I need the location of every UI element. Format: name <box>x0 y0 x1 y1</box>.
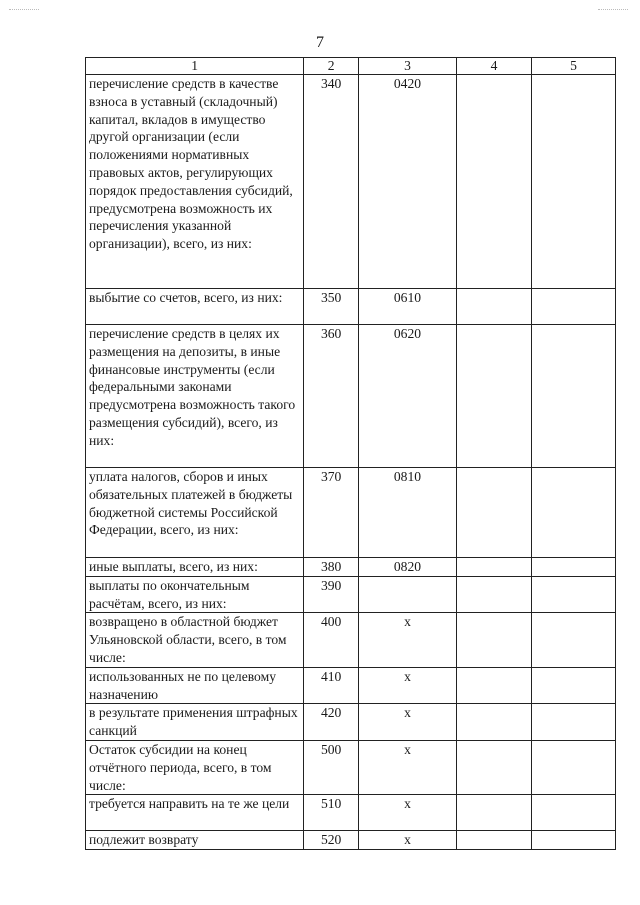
row-description: иные выплаты, всего, из них: <box>86 558 304 577</box>
row-value-col5 <box>532 468 616 558</box>
column-header-3: 3 <box>359 58 457 75</box>
column-header-4: 4 <box>456 58 531 75</box>
row-value-col5 <box>532 558 616 577</box>
row-value-col5 <box>532 740 616 794</box>
row-description: перечисление средств в целях их размещения на депозиты, в иные финансовые инструменты (если федеральными законами предусмотрена возможность такого размещения субсидий), всего, из них: <box>86 325 304 468</box>
table-row <box>86 325 616 468</box>
row-value-col5 <box>532 289 616 325</box>
column-header-1: 1 <box>86 58 304 75</box>
row-description: подлежит возврату <box>86 831 304 850</box>
row-code: 0420 <box>359 75 457 289</box>
row-line-code: 410 <box>304 667 359 704</box>
row-value-col5 <box>532 667 616 704</box>
row-description: уплата налогов, сборов и иных обязательных платежей в бюджеты бюджетной системы Российской Федерации, всего, из них: <box>86 468 304 558</box>
row-value-col4 <box>456 289 531 325</box>
row-value-col4 <box>456 75 531 289</box>
column-header-2: 2 <box>304 58 359 75</box>
row-description: выплаты по окончательным расчётам, всего, из них: <box>86 576 304 613</box>
row-value-col5 <box>532 75 616 289</box>
row-line-code: 360 <box>304 325 359 468</box>
row-description: перечисление средств в качестве взноса в уставный (складочный) капитал, вкладов в имущество другой организации (если положениями нормативных правовых актов, регулирующих порядок предоставления субсидий, предусмотрена возможность их перечисления указанной организации), всего, из них: <box>86 75 304 289</box>
table-row <box>86 75 616 289</box>
row-value-col5 <box>532 795 616 831</box>
row-line-code: 380 <box>304 558 359 577</box>
row-value-col4 <box>456 704 531 741</box>
row-description: в результате применения штрафных санкций <box>86 704 304 741</box>
row-line-code: 520 <box>304 831 359 850</box>
report-table <box>85 57 616 850</box>
table-row <box>86 289 616 325</box>
scan-edge-mark <box>598 9 628 11</box>
table-row <box>86 740 616 794</box>
row-code: х <box>359 831 457 850</box>
row-line-code: 420 <box>304 704 359 741</box>
row-value-col5 <box>532 325 616 468</box>
row-code: х <box>359 667 457 704</box>
row-line-code: 500 <box>304 740 359 794</box>
table-row <box>86 704 616 741</box>
row-value-col4 <box>456 558 531 577</box>
row-value-col4 <box>456 613 531 667</box>
row-code: х <box>359 795 457 831</box>
table-row <box>86 795 616 831</box>
row-line-code: 390 <box>304 576 359 613</box>
row-line-code: 370 <box>304 468 359 558</box>
row-line-code: 400 <box>304 613 359 667</box>
row-description: использованных не по целевому назначению <box>86 667 304 704</box>
table-row <box>86 831 616 850</box>
table-row <box>86 468 616 558</box>
row-description: возвращено в областной бюджет Ульяновской области, всего, в том числе: <box>86 613 304 667</box>
row-value-col4 <box>456 576 531 613</box>
row-value-col4 <box>456 795 531 831</box>
row-value-col4 <box>456 831 531 850</box>
row-line-code: 350 <box>304 289 359 325</box>
row-value-col5 <box>532 613 616 667</box>
row-line-code: 340 <box>304 75 359 289</box>
row-code: 0610 <box>359 289 457 325</box>
row-value-col4 <box>456 468 531 558</box>
page-number: 7 <box>316 34 324 51</box>
row-value-col4 <box>456 740 531 794</box>
row-code: х <box>359 740 457 794</box>
table-row <box>86 558 616 577</box>
row-code: 0810 <box>359 468 457 558</box>
row-value-col5 <box>532 576 616 613</box>
table-row <box>86 576 616 613</box>
scan-edge-mark <box>9 9 39 11</box>
row-code: х <box>359 704 457 741</box>
row-code: 0820 <box>359 558 457 577</box>
row-code <box>359 576 457 613</box>
row-code: х <box>359 613 457 667</box>
row-description: выбытие со счетов, всего, из них: <box>86 289 304 325</box>
row-value-col5 <box>532 831 616 850</box>
row-value-col4 <box>456 667 531 704</box>
table-row <box>86 667 616 704</box>
row-value-col5 <box>532 704 616 741</box>
row-code: 0620 <box>359 325 457 468</box>
row-description: требуется направить на те же цели <box>86 795 304 831</box>
row-line-code: 510 <box>304 795 359 831</box>
row-description: Остаток субсидии на конец отчётного периода, всего, в том числе: <box>86 740 304 794</box>
row-value-col4 <box>456 325 531 468</box>
table-row <box>86 613 616 667</box>
column-header-5: 5 <box>532 58 616 75</box>
table-header-row <box>86 58 616 75</box>
